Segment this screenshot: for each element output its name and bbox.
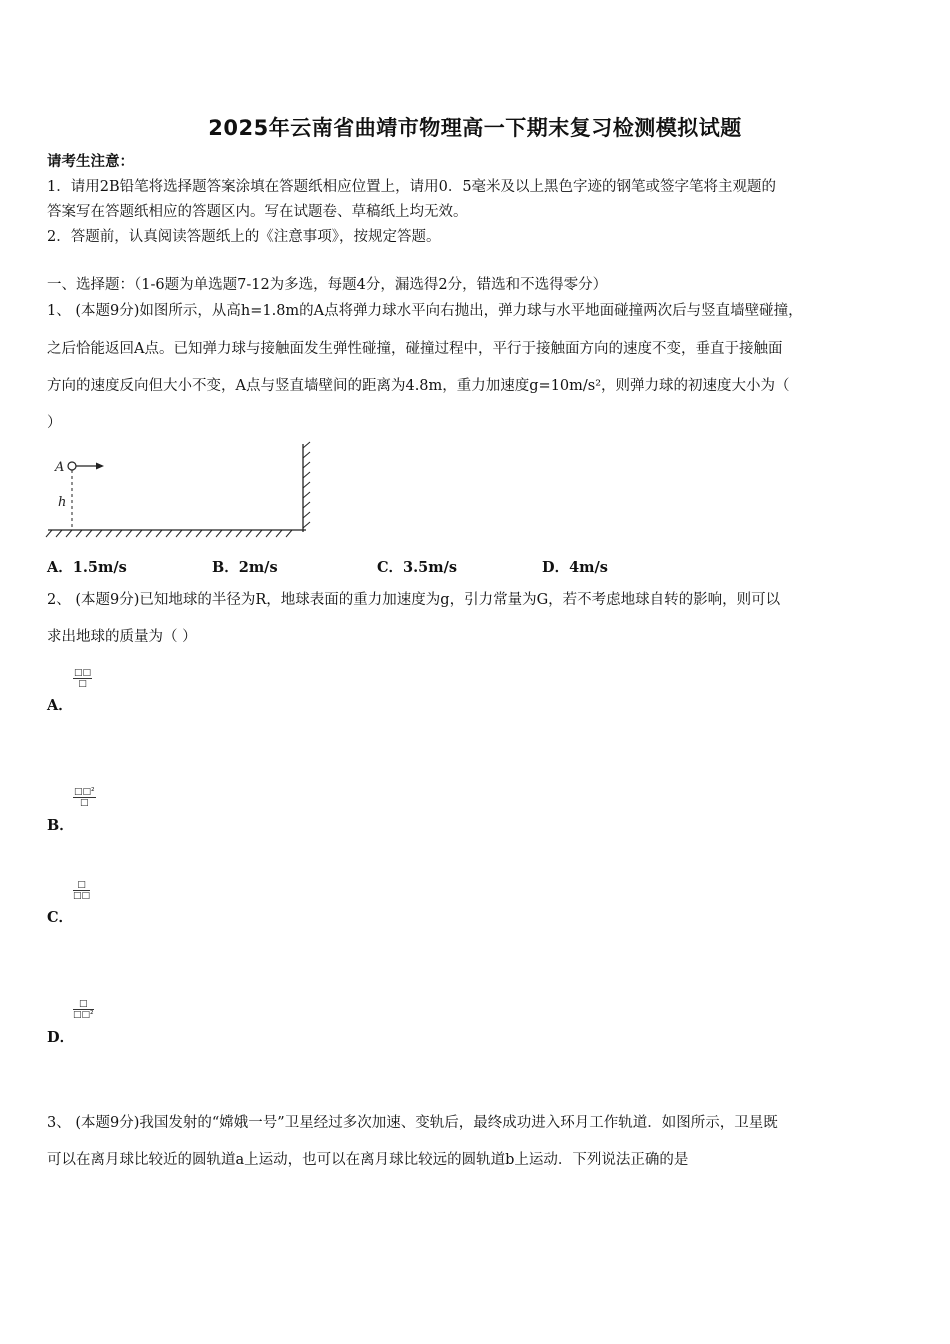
q1-option-c[interactable]: C．3.5m/s <box>377 559 458 576</box>
fraction-denominator: □□ <box>73 891 91 901</box>
fraction-denominator: □ <box>80 798 89 808</box>
q2-option-c[interactable]: C． <box>47 909 74 926</box>
q2-option-b-fraction <box>73 787 96 808</box>
notice-line-3: 2．答题前，认真阅读答题纸上的《注意事项》，按规定答题。 <box>47 229 441 245</box>
notice-line-1: 1．请用2B铅笔将选择题答案涂填在答题纸相应位置上，请用0．5毫米及以上黑色字迹的钢笔或签字笔将主观题的 <box>47 179 777 195</box>
q2-option-a-fraction <box>73 668 92 689</box>
section-heading: 一、选择题：（1-6题为单选题7-12为多选，每题4分，漏选得2分，错选和不选得零分） <box>47 277 608 293</box>
q1-line-4: ） <box>47 415 62 431</box>
q2-option-d[interactable]: D． <box>47 1029 75 1046</box>
q1-option-b[interactable]: B．2m/s <box>212 559 278 576</box>
q3-line-2: 可以在离月球比较近的圆轨道a上运动，也可以在离月球比较远的圆轨道b上运动．下列说法正确的是 <box>47 1152 689 1168</box>
height-label: h <box>58 495 67 510</box>
q3-line-1: 3、 (本题9分)我国发射的“嫦娥一号”卫星经过多次加速、变轨后，最终成功进入环月工作轨道．如图所示，卫星既 <box>47 1115 778 1131</box>
q1-line-3: 方向的速度反向但大小不变，A点与竖直墙壁间的距离为4.8m，重力加速度g=10m/s²，则弹力球的初速度大小为（ <box>47 378 790 394</box>
q1-line-2: 之后恰能返回A点。已知弹力球与接触面发生弹性碰撞，碰撞过程中，平行于接触面方向的速度不变，垂直于接触面 <box>47 341 783 357</box>
q2-option-d-fraction <box>73 999 94 1020</box>
fraction-numerator: □ <box>73 880 90 891</box>
q1-option-d[interactable]: D．4m/s <box>542 559 608 576</box>
wall-hatching <box>303 442 310 528</box>
ground-hatching <box>46 530 292 537</box>
notice-heading: 请考生注意： <box>47 153 134 170</box>
q1-figure <box>44 440 314 545</box>
fraction-numerator: □□² <box>74 787 95 797</box>
ball-point-a <box>68 462 76 470</box>
fraction-numerator: □□ <box>74 668 92 678</box>
notice-line-2: 答案写在答题纸相应的答题区内。写在试题卷、草稿纸上均无效。 <box>47 204 468 220</box>
arrow-head-icon <box>96 463 104 470</box>
fraction-denominator: □□² <box>73 1010 94 1020</box>
fraction-denominator: □ <box>78 679 87 689</box>
q2-option-a[interactable]: A． <box>47 697 73 714</box>
point-a-label: A <box>55 460 65 475</box>
q2-option-c-fraction <box>73 880 90 901</box>
q2-line-2: 求出地球的质量为（ ） <box>47 629 197 645</box>
fraction-numerator: □ <box>73 999 94 1010</box>
q2-option-b[interactable]: B． <box>47 817 74 834</box>
q2-line-1: 2、 (本题9分)已知地球的半径为R，地球表面的重力加速度为g，引力常量为G，若不考虑地球自转的影响，则可以 <box>47 592 781 608</box>
page-title: 2025年云南省曲靖市物理高一下期末复习检测模拟试题 <box>208 116 742 140</box>
q1-line-1: 1、 (本题9分)如图所示，从高h=1.8m的A点将弹力球水平向右抛出，弹力球与水平地面碰撞两次后与竖直墙壁碰撞， <box>47 303 803 319</box>
q1-option-a[interactable]: A．1.5m/s <box>47 559 127 576</box>
